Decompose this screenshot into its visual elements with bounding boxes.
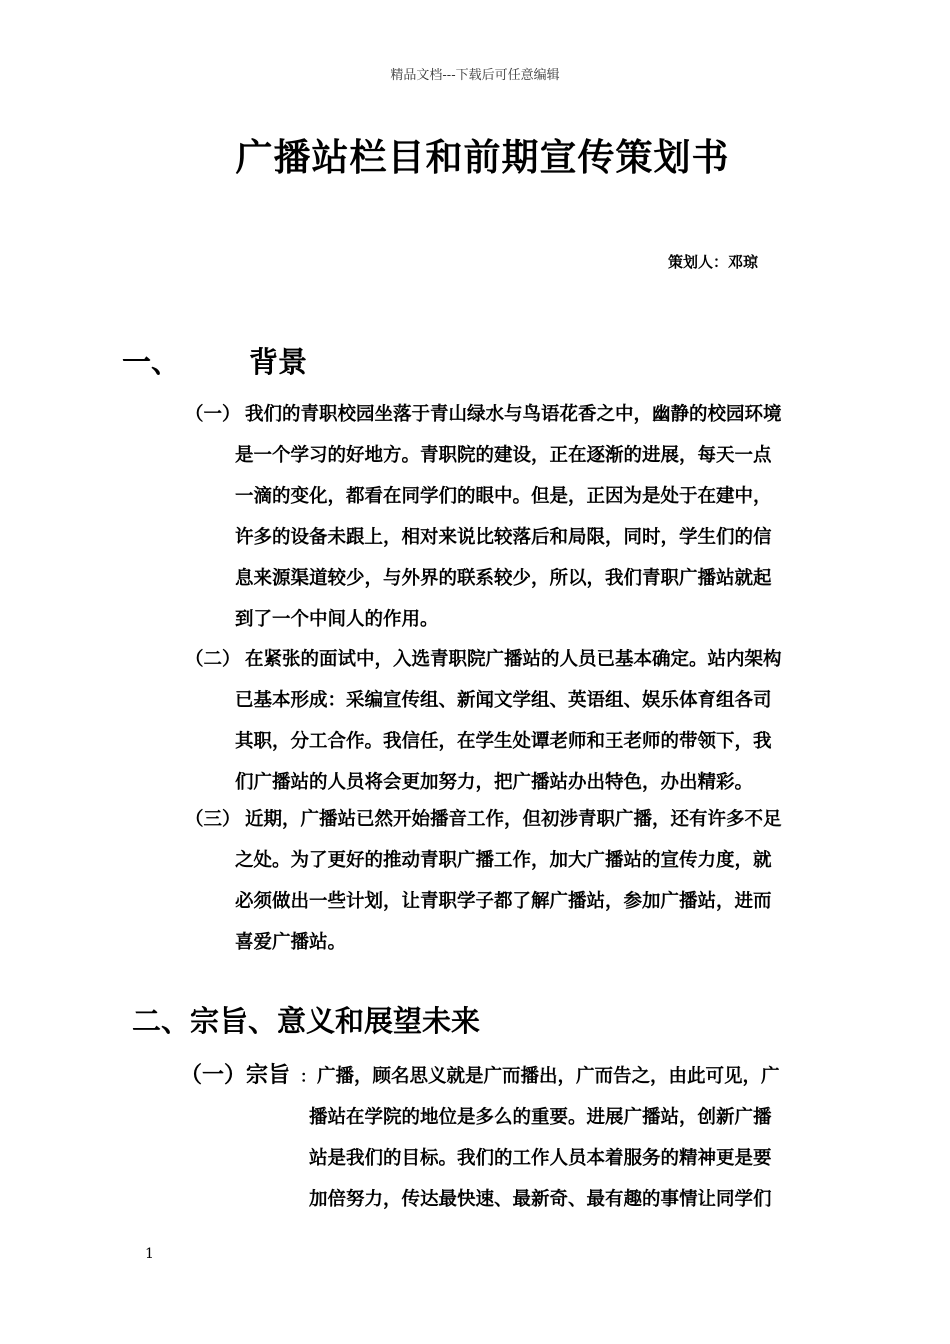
paragraph-line: 广播，顾名思义就是广而播出，广而告之，由此可见，广 xyxy=(317,1066,780,1087)
paragraph-line: 已基本形成：采编宣传组、新闻文学组、英语组、娱乐体育组各司 xyxy=(235,690,772,711)
paragraph-line: 站是我们的目标。我们的工作人员本着服务的精神更是要 xyxy=(309,1148,772,1169)
paragraph-line: 一滴的变化，都看在同学们的眼中。但是，正因为是处于在建中， xyxy=(235,486,772,507)
item-marker: （一） xyxy=(185,404,241,425)
section1-heading: 背景 xyxy=(249,345,308,379)
author-line: 策划人：邓琼 xyxy=(668,253,759,271)
paragraph-line: 喜爱广播站。 xyxy=(235,932,347,953)
section1-number: 一、 xyxy=(122,345,181,379)
paragraph-line: 在紧张的面试中，入选青职院广播站的人员已基本确定。站内架构 xyxy=(245,649,782,670)
paragraph-line: 必须做出一些计划，让青职学子都了解广播站，参加广播站，进而 xyxy=(235,891,772,912)
paragraph-line: 之处。为了更好的推动青职广播工作，加大广播站的宣传力度，就 xyxy=(235,850,772,871)
subsection-colon: ： xyxy=(300,1067,317,1086)
paragraph-line: 加倍努力，传达最快速、最新奇、最有趣的事情让同学们 xyxy=(309,1189,772,1210)
paragraph-line: 其职，分工合作。我信任，在学生处谭老师和王老师的带领下，我 xyxy=(235,731,772,752)
page-number: 1 xyxy=(145,1246,154,1262)
paragraph-line: 播站在学院的地位是多么的重要。进展广播站，创新广播 xyxy=(309,1107,772,1128)
paragraph-line: 到了一个中间人的作用。 xyxy=(235,609,439,630)
section2-heading: 二、宗旨、意义和展望未来 xyxy=(132,1004,481,1038)
subsection-label: （一）宗旨 xyxy=(180,1063,291,1088)
item-marker: （三） xyxy=(185,809,241,830)
paragraph-line: 是一个学习的好地方。青职院的建设，正在逐渐的进展，每天一点 xyxy=(235,445,772,466)
item-marker: （二） xyxy=(185,649,241,670)
paragraph-line: 我们的青职校园坐落于青山绿水与鸟语花香之中，幽静的校园环境 xyxy=(245,404,782,425)
paragraph-line: 们广播站的人员将会更加努力，把广播站办出特色，办出精彩。 xyxy=(235,772,754,793)
paragraph-line: 近期，广播站已然开始播音工作，但初涉青职广播，还有许多不足 xyxy=(245,809,782,830)
paragraph-line: 息来源渠道较少，与外界的联系较少，所以，我们青职广播站就起 xyxy=(235,568,772,589)
document-title: 广播站栏目和前期宣传策划书 xyxy=(235,136,730,179)
page-header: 精品文档---下载后可任意编辑 xyxy=(390,68,560,83)
paragraph-line: 许多的设备未跟上，相对来说比较落后和局限，同时，学生们的信 xyxy=(235,527,772,548)
